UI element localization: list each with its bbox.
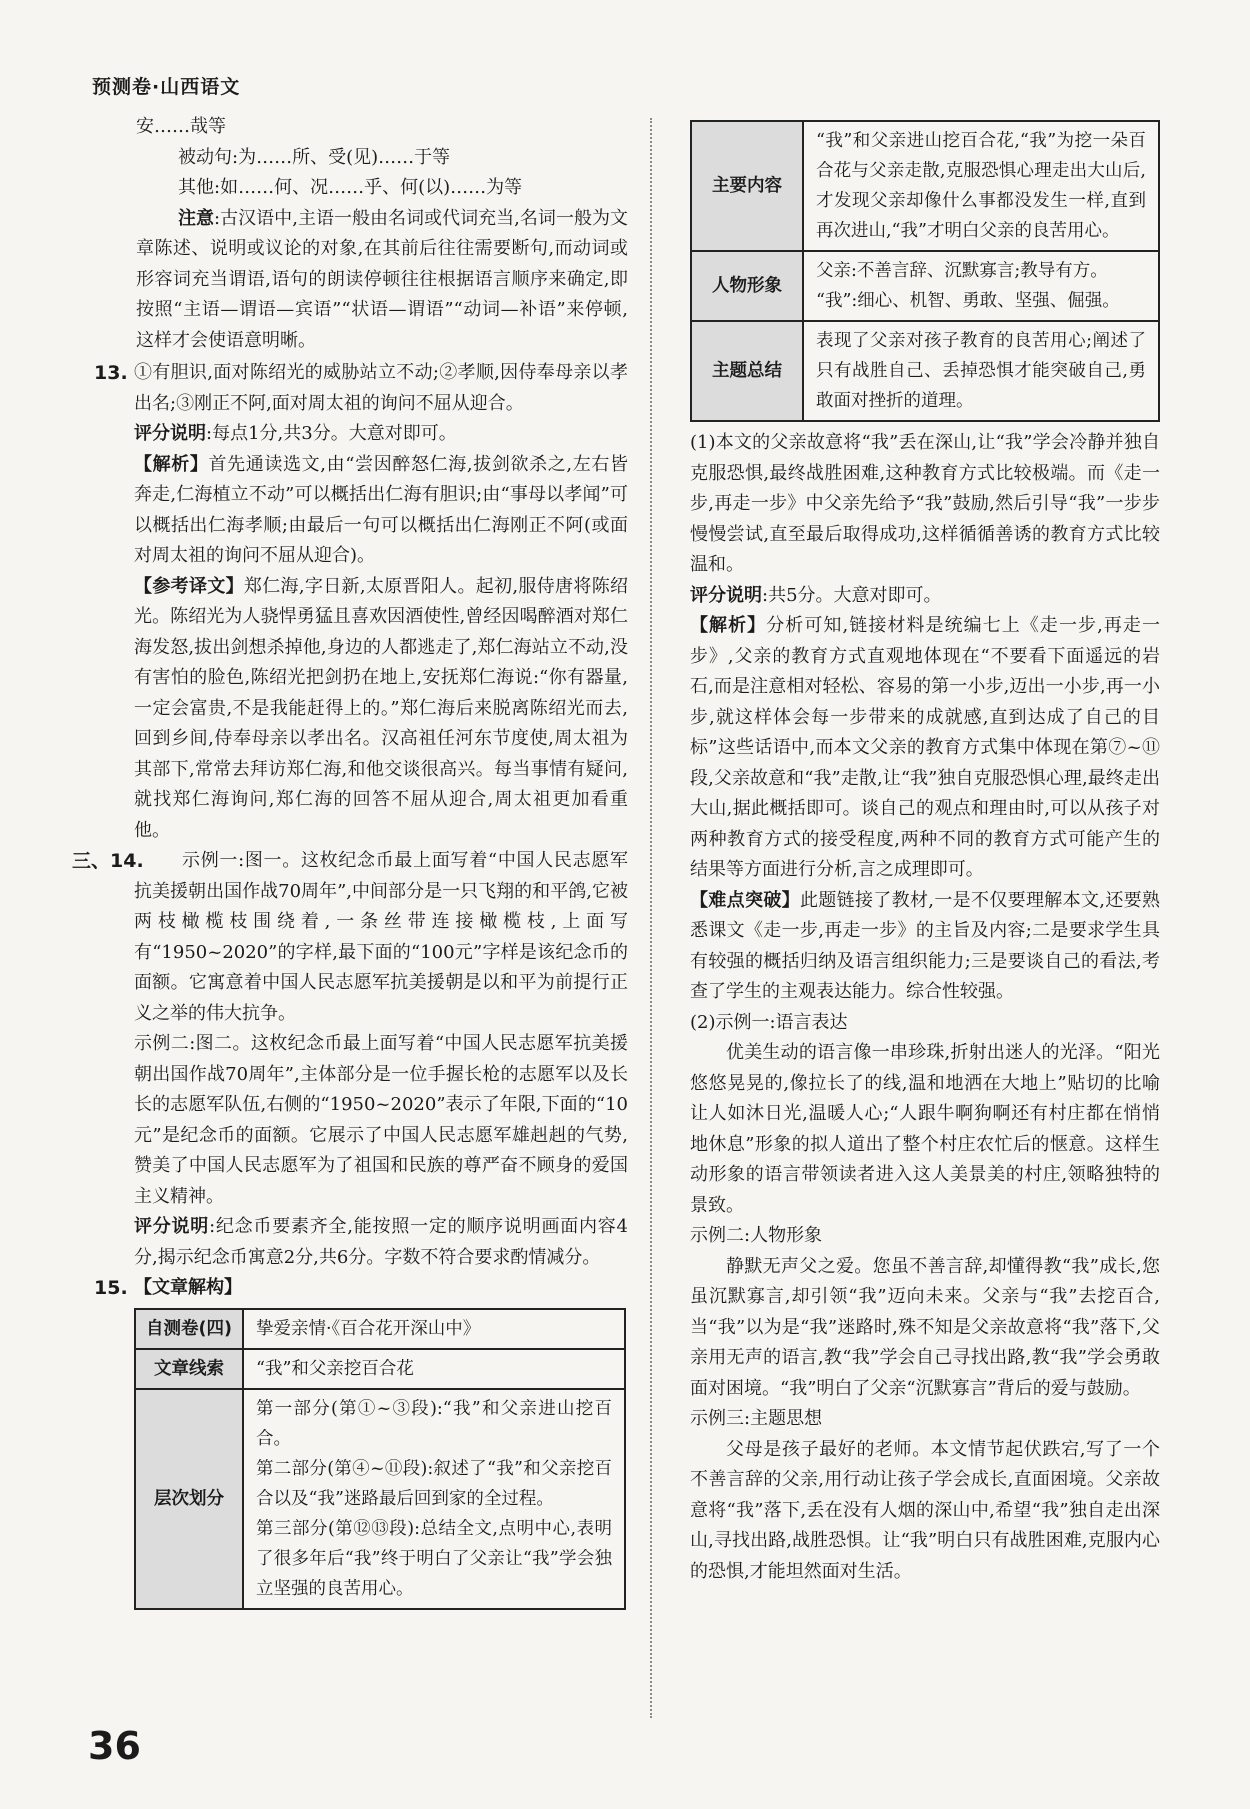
page-header-title: 预测卷·山西语文: [92, 76, 241, 98]
table-value-content: “我”和父亲进山挖百合花,“我”为挖一朵百合花与父亲走散,克服恐惧心理走出大山后,才发现父亲却像什么事都没发生一样,直到再次进山,“我”才明白父亲的良苦用心。: [803, 121, 1159, 251]
section-marker: 三、: [72, 850, 111, 872]
table-row: [135, 1389, 625, 1609]
question-13-answer: ①有胆识,面对陈绍光的威胁站立不动;②孝顺,因侍奉母亲以孝出名;③刚正不阿,面对周太祖的询问不屈从迎合。: [134, 362, 628, 414]
score-text: :每点1分,共3分。大意对即可。: [206, 423, 457, 444]
score-text: :共5分。大意对即可。: [762, 584, 942, 606]
question-15: [94, 1273, 628, 1610]
difficulty-text: 此题链接了教材,一是不仅要理解本文,还要熟悉课文《走一步,再走一步》的主旨及内容;二是要求学生具有较强的概括归纳及语言组织能力;三是要谈自己的看法,考查了学生的主观表达能力。综合性较强。: [690, 889, 1161, 1002]
question-13-analysis: [134, 450, 628, 572]
table-label-test: 自测卷(四): [135, 1309, 243, 1349]
grammar-line-2: 被动句:为……所、受(见)……于等: [178, 146, 451, 168]
table-label-structure: 层次划分: [135, 1389, 243, 1609]
table-row: [691, 251, 1159, 321]
analysis-label: 【解析】: [134, 453, 209, 475]
question-14: [72, 846, 628, 1273]
note-text: :古汉语中,主语一般由名词或代词充当,名词一般为文章陈述、说明或议论的对象,在其前后往往需要断句,而动词或形容词充当谓语,语句的朗读停顿往往根据语言顺序来确定,即按照“主语—谓语—宾语”“状语—谓语”“动词—补语”来停顿,这样才会使语意明晰。: [136, 207, 628, 351]
question-13: [94, 358, 629, 846]
answer-part-1: (1)本文的父亲故意将“我”丢在深山,让“我”学会冷静并独自克服恐惧,最终战胜困难,这种教育方式比较极端。而《走一步,再走一步》中父亲先给予“我”鼓励,然后引导“我”一步步慢慢尝试,直至最后取得成功,这样循循善诱的教育方式比较温和。: [690, 432, 1160, 575]
table-value-characters: [803, 251, 1159, 321]
table-label-theme: 主题总结: [691, 321, 803, 421]
summary-table: [690, 120, 1160, 422]
table-label-characters: 人物形象: [691, 251, 803, 321]
question-14-number: [72, 846, 144, 877]
right-analysis: [690, 611, 1160, 886]
question-14-example-2: 示例二:图二。这枚纪念币最上面写着“中国人民志愿军抗美援朝出国作战70周年”,主体部分是一位手握长枪的志愿军以及长长的志愿军队伍,右侧的“1950~2020”表示了年限,下面的“10元”是纪念币的面额。它展示了中国人民志愿军雄赳赳的气势,赞美了中国人民志愿军为了祖国和民族的尊严奋不顾身的爱国主义精神。: [134, 1033, 628, 1207]
right-difficulty: [690, 886, 1160, 1008]
question-15-number: 15.: [94, 1277, 128, 1299]
note-paragraph: [98, 204, 628, 357]
right-score: [690, 581, 1160, 612]
example-2-title: 示例二:人物形象: [690, 1225, 823, 1246]
analysis-text: 首先通读选文,由“尝因醉怒仁海,拔剑欲杀之,左右皆奔走,仁海植立不动”可以概括出仁海有胆识;由“事母以孝闻”可以概括出仁海孝顺;由最后一句可以概括出仁海刚正不阿(或面对周太祖的询问不屈从迎合)。: [134, 453, 629, 566]
example-3-title: 示例三:主题思想: [690, 1408, 823, 1429]
question-13-score: [134, 419, 628, 450]
table-row: [135, 1349, 625, 1389]
right-column: [690, 120, 1160, 1587]
example-2-text: 静默无声父之爱。您虽不善言辞,却懂得教“我”成长,您虽沉默寡言,却引领“我”迈向未来。父亲与“我”去挖百合,当“我”以为是“我”迷路时,殊不知是父亲故意将“我”落下,父亲用无声的语言,教“我”学会自己寻找出路,教“我”学会勇敢面对困境。“我”明白了父亲“沉默寡言”背后的爱与鼓励。: [690, 1255, 1160, 1399]
table-label-clue: 文章线索: [135, 1349, 243, 1389]
structure-part-3: 第三部分(第⑫⑬段):总结全文,点明中心,表明了很多年后“我”终于明白了父亲让“我”学会独立坚强的良苦用心。: [256, 1518, 612, 1599]
translation-text: 郑仁海,字日新,太原晋阳人。起初,服侍唐将陈绍光。陈绍光为人骁悍勇猛且喜欢因酒使性,曾经因喝醉酒对郑仁海发怒,拔出剑想杀掉他,身边的人都逃走了,郑仁海站立不动,没有害怕的脸色,陈绍光把剑扔在地上,安抚郑仁海说:“你有器量,一定会富贵,不是我能赶得上的。”郑仁海后来脱离陈绍光而去,回到乡间,侍奉母亲以孝出名。汉高祖任河东节度使,周太祖为其部下,常常去拜访郑仁海,和他交谈很高兴。每当事情有疑问,就找郑仁海询问,郑仁海的回答不屈从迎合,周太祖更加看重他。: [134, 575, 629, 841]
example-1-text: 优美生动的语言像一串珍珠,折射出迷人的光泽。“阳光悠悠晃晃的,像拉长了的线,温和地洒在大地上”贴切的比喻让人如沐日光,温暖人心;“人跟牛啊狗啊还有村庄都在悄悄地休息”形象的拟人道出了整个村庄农忙后的惬意。这样生动形象的语言带领读者进入这人美景美的村庄,领略独特的景致。: [690, 1042, 1160, 1216]
left-column: [72, 112, 629, 1610]
table-row: [135, 1309, 625, 1349]
grammar-line-1: 安……哉等: [136, 116, 226, 137]
example-3-text: 父母是孩子最好的老师。本文情节起伏跌宕,写了一个不善言辞的父亲,用行动让孩子学会成长,直面困境。父亲故意将“我”落下,丢在没有人烟的深山中,希望“我”独自走出深山,寻找出路,战胜恐惧。让“我”明白只有战胜困难,克服内心的恐惧,才能坦然面对生活。: [690, 1438, 1160, 1582]
question-14-num: 14.: [110, 850, 144, 872]
table-value-clue: “我”和父亲挖百合花: [243, 1349, 625, 1389]
score-text: :纪念币要素齐全,能按照一定的顺序说明画面内容4分,揭示纪念币寓意2分,共6分。字数不符合要求酌情减分。: [134, 1216, 628, 1268]
column-divider: [650, 118, 652, 1718]
table-row: [691, 121, 1159, 251]
structure-part-1: 第一部分(第①~③段):“我”和父亲进山挖百合。: [256, 1398, 612, 1449]
score-label: 评分说明: [134, 1216, 210, 1237]
question-14-example-1: 示例一:图一。这枚纪念币最上面写着“中国人民志愿军抗美援朝出国作战70周年”,中间部分是一只飞翔的和平鸽,它被两枝橄榄枝围绕着,一条丝带连接橄榄枝,上面写有“1950~2020”的字样,最下面的“100元”字样是该纪念币的面额。它寓意着中国人民志愿军抗美援朝是以和平为前提行正义之举的伟大抗争。: [134, 850, 628, 1024]
analysis-label: 【解析】: [690, 615, 767, 636]
table-row: [691, 321, 1159, 421]
question-13-translation: [134, 572, 628, 847]
analysis-text: 分析可知,链接材料是统编七上《走一步,再走一步》,父亲的教育方式直观地体现在“不要看下面遥远的岩石,而是注意相对轻松、容易的第一小步,迈出一小步,再一小步,就这样体会每一步带来的成就感,直到达成了自己的目标”这些话语中,而本文父亲的教育方式集中体现在第⑦~⑪段,父亲故意和“我”走散,让“我”独自克服恐惧心理,最终走出大山,据此概括即可。谈自己的观点和理由时,可以从孩子对两种教育方式的接受程度,两种不同的教育方式可能产生的结果等方面进行分析,言之成理即可。: [690, 615, 1160, 880]
translation-label: 【参考译文】: [134, 575, 244, 597]
note-label: 注意: [178, 207, 215, 229]
character-me: “我”:细心、机智、勇敢、坚强、倔强。: [816, 291, 1120, 311]
table-value-test: 挚爱亲情·《百合花开深山中》: [243, 1309, 625, 1349]
page-number: 36: [88, 1724, 141, 1768]
table-value-structure: [243, 1389, 625, 1609]
question-15-heading: 【文章解构】: [134, 1277, 242, 1298]
score-label: 评分说明: [134, 423, 206, 444]
character-father: 父亲:不善言辞、沉默寡言;教导有方。: [816, 261, 1108, 281]
table-value-theme: 表现了父亲对孩子教育的良苦用心;阐述了只有战胜自己、丢掉恐惧才能突破自己,勇敢面对挫折的道理。: [803, 321, 1159, 421]
question-13-number: 13.: [94, 362, 128, 384]
score-label: 评分说明: [690, 584, 762, 606]
grammar-line-3: 其他:如……何、况……乎、何(以)……为等: [178, 177, 523, 198]
question-14-score: [134, 1212, 628, 1273]
difficulty-label: 【难点突破】: [690, 889, 800, 911]
example-1-title: (2)示例一:语言表达: [690, 1011, 848, 1033]
structure-part-2: 第二部分(第④~⑪段):叙述了“我”和父亲挖百合以及“我”迷路最后回到家的全过程。: [256, 1458, 612, 1509]
table-label-content: 主要内容: [691, 121, 803, 251]
structure-table: [134, 1308, 626, 1610]
